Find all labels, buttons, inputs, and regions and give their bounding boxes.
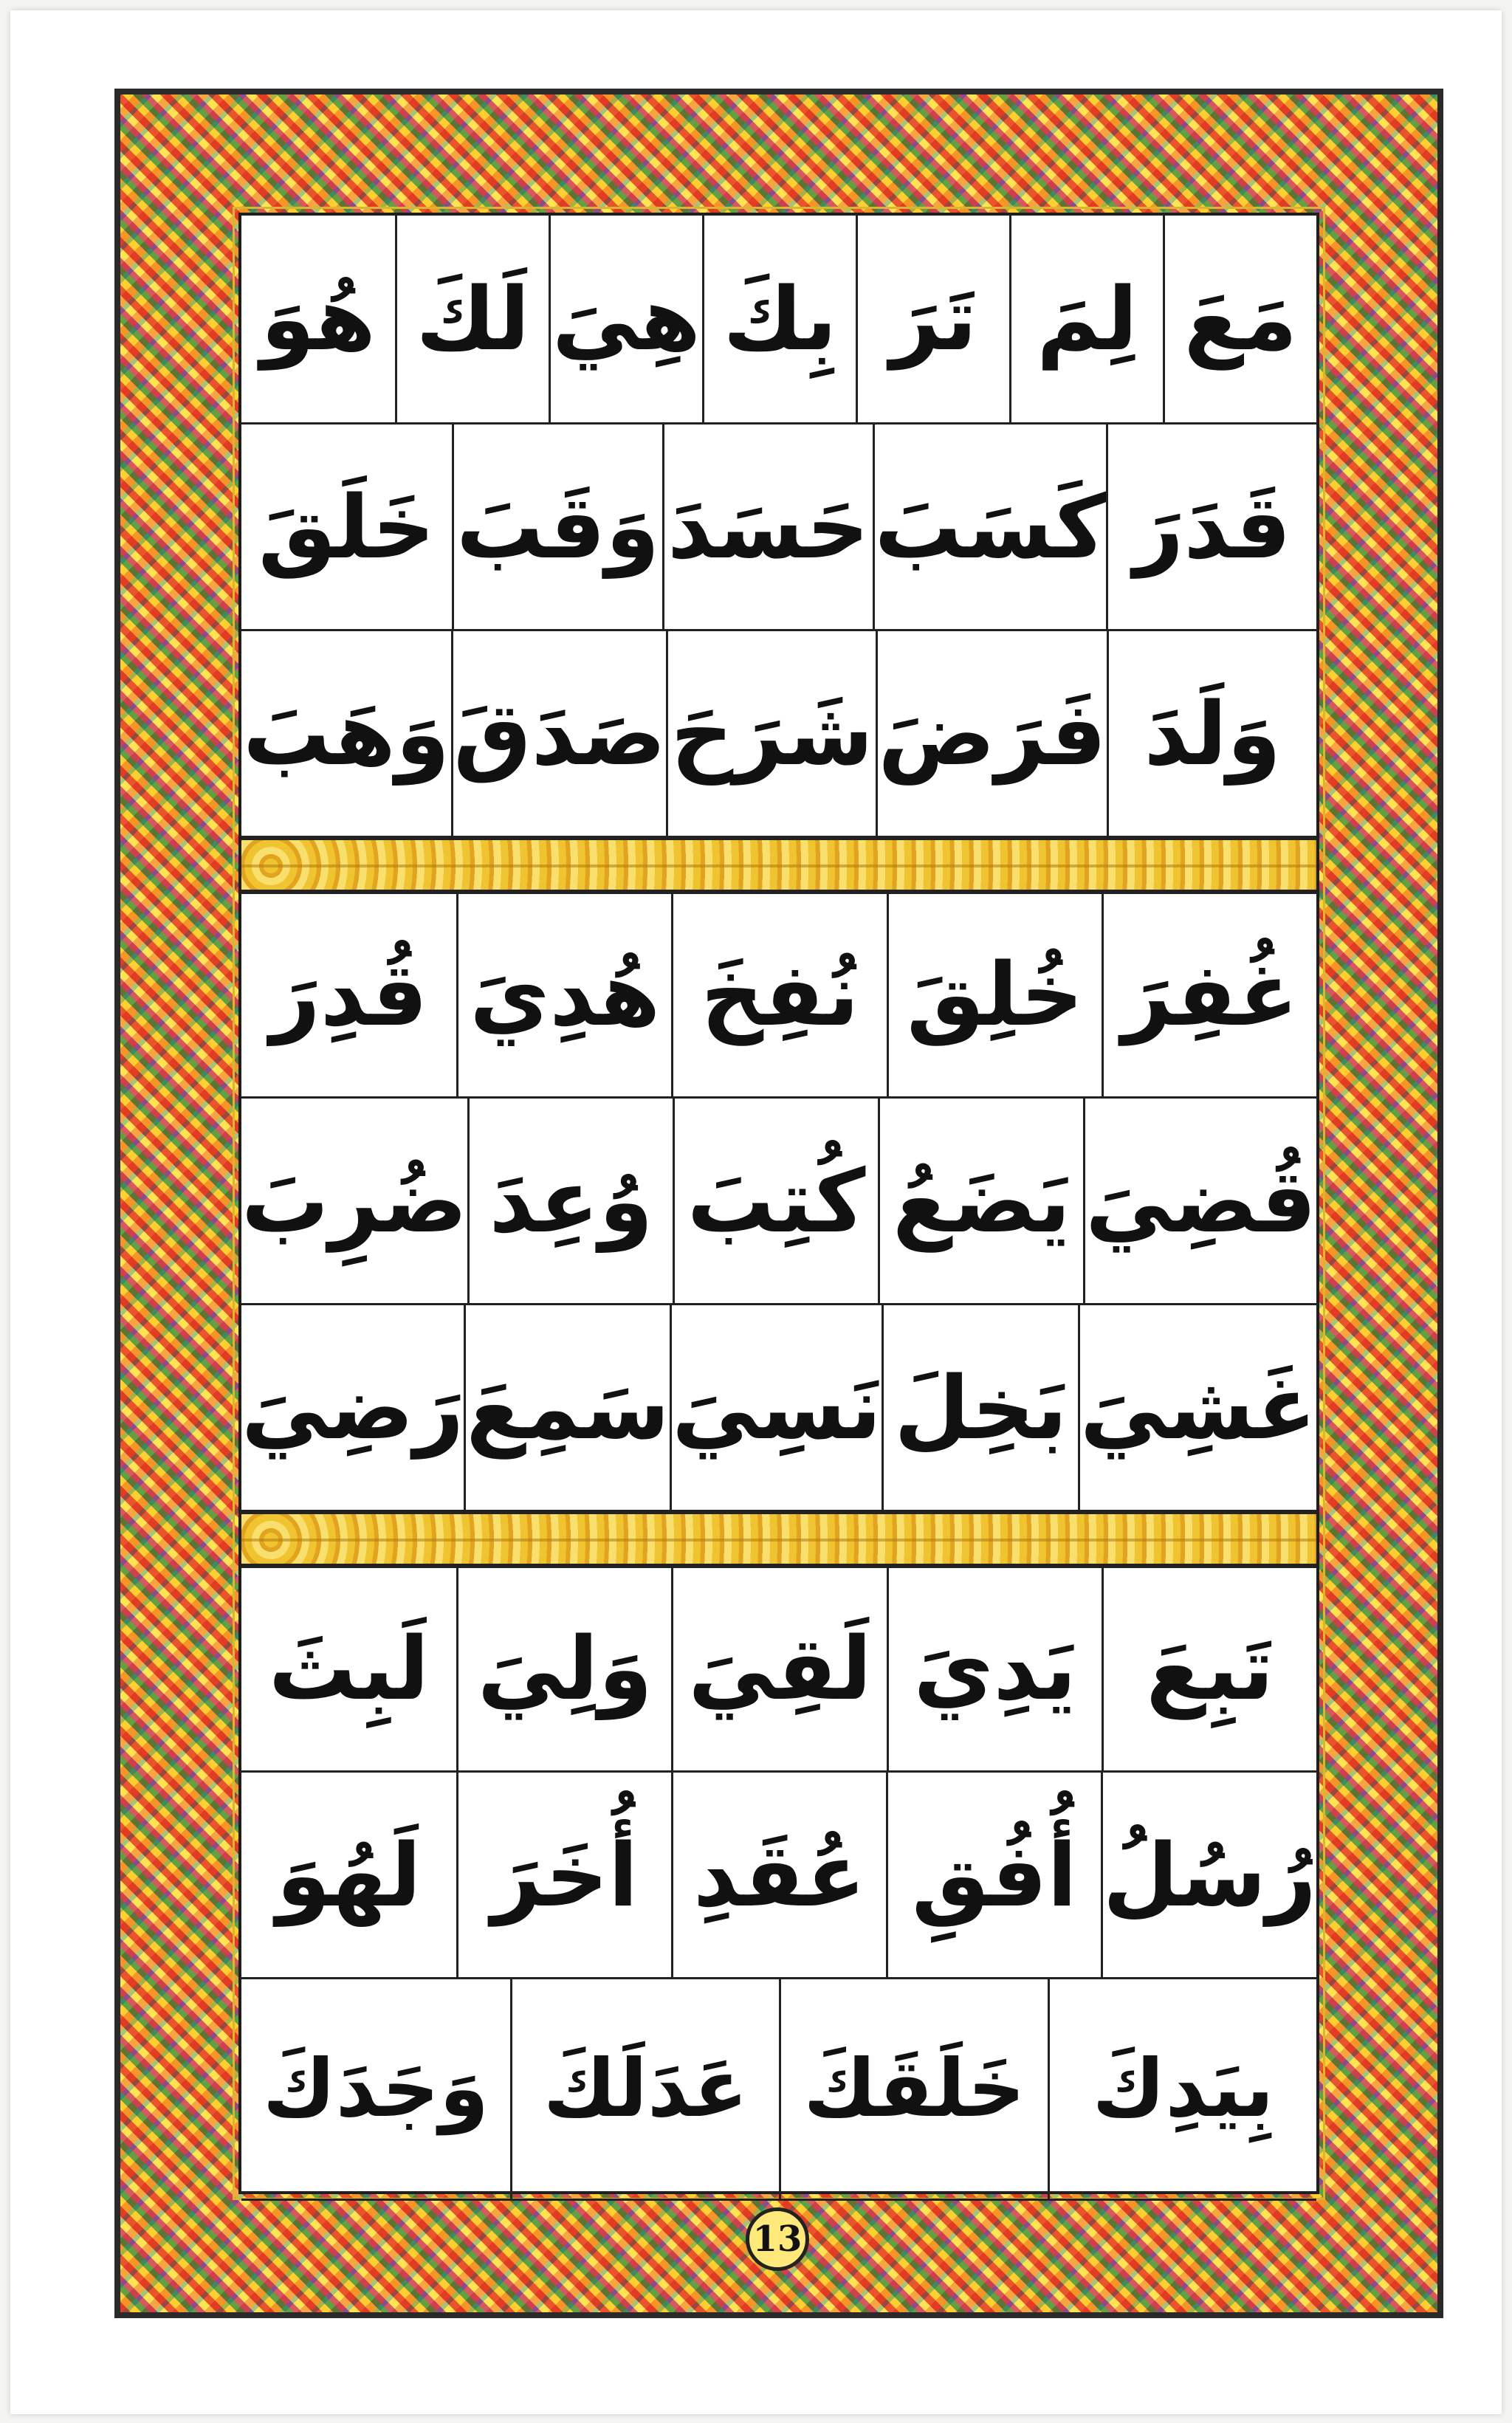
word-cell: كُتِبَ [673,1096,878,1303]
word-cell: بِكَ [702,216,856,422]
word-cell: يَدِيَ [887,1564,1102,1770]
word-cell: نُفِخَ [671,890,886,1096]
section3-row1 [241,1564,1316,1773]
word-cell: عُقَدِ [671,1770,886,1977]
word-cell: خَلَقَكَ [779,1977,1048,2199]
word-cell: كَسَبَ [873,422,1107,629]
word-cell: مَعَ [1163,216,1316,422]
word-cell: أُخَرَ [456,1770,671,1977]
word-cell: وُعِدَ [467,1096,673,1303]
word-cell: رُسُلُ [1101,1770,1316,1977]
word-cell: بِيَدِكَ [1048,1977,1316,2199]
word-cell: وَجَدَكَ [241,1977,510,2199]
word-cell: تَبِعَ [1102,1564,1316,1770]
word-cell: فَرَضَ [876,629,1106,836]
section1-row2 [241,422,1316,631]
word-cell: شَرَحَ [666,629,876,836]
word-cell: هِيَ [549,216,702,422]
word-cell: لَهُوَ [241,1770,456,1977]
word-cell: صَدَقَ [451,629,666,836]
word-cell: قُضِيَ [1083,1096,1316,1303]
word-cell: وَلَدَ [1107,629,1316,836]
word-cell: وَهَبَ [241,629,451,836]
word-cell: رَضِيَ [241,1303,464,1510]
word-cell: خَلَقَ [241,422,452,629]
word-cell: هُوَ [261,268,376,370]
ornamental-divider [241,838,1316,894]
word-cell: قَدَرَ [1106,422,1316,629]
section1-row3 [241,629,1316,838]
section3-row2 [241,1770,1316,1979]
word-cell: خُلِقَ [887,890,1102,1096]
word-cell: هُدِيَ [456,890,671,1096]
word-cell: لَقِيَ [671,1564,886,1770]
word-cell: غَشِيَ [1078,1303,1316,1510]
word-cell: عَدَلَكَ [510,1977,779,2199]
section3-row3 [241,1977,1316,2201]
page-number-badge: 13 [746,2207,809,2271]
word-cell: يَضَعُ [878,1096,1083,1303]
word-cell: وَلِيَ [456,1564,671,1770]
section2-row3 [241,1303,1316,1512]
word-cell: وَقَبَ [452,422,662,629]
word-cell: قُدِرَ [241,890,456,1096]
ornamental-divider [241,1512,1316,1568]
word-cell: لَبِثَ [241,1564,456,1770]
word-cell: لِمَ [1009,216,1163,422]
word-cell: حَسَدَ [662,422,873,629]
ornamental-border [114,89,1443,2318]
word-cell: سَمِعَ [464,1303,670,1510]
word-cell: غُفِرَ [1102,890,1316,1096]
word-cell: ضُرِبَ [241,1096,467,1303]
word-cell: نَسِيَ [670,1303,882,1510]
word-cell: أُفُقِ [886,1770,1101,1977]
content-panel [238,213,1319,2194]
word-cell: بَخِلَ [882,1303,1078,1510]
word-cell: تَرَ [856,216,1009,422]
section2-row1 [241,890,1316,1099]
section1-row1 [241,216,1316,425]
word-cell: لَكَ [395,216,549,422]
section2-row2 [241,1096,1316,1305]
